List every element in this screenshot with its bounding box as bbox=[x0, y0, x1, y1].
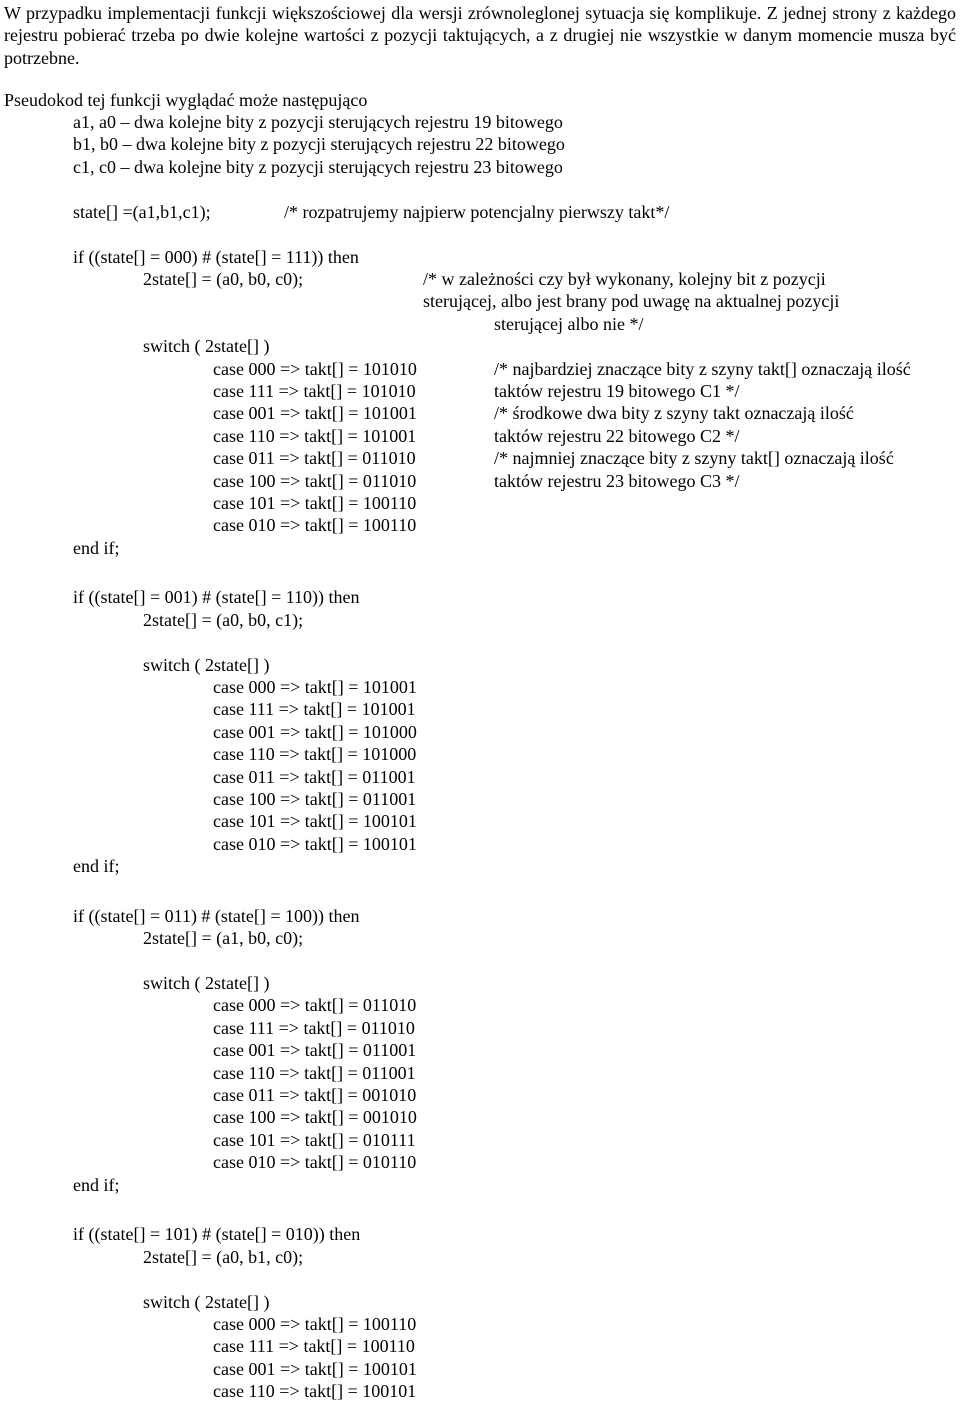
case-line: case 001 => takt[] = 101001 bbox=[213, 403, 417, 423]
case-line: case 111 => takt[] = 011010 bbox=[213, 1018, 415, 1038]
assignment-3: 2state[] = (a1, b0, c0); bbox=[143, 928, 304, 948]
switch-statement-3: switch ( 2state[] ) bbox=[143, 973, 270, 993]
switch-statement-2: switch ( 2state[] ) bbox=[143, 655, 270, 675]
pseudocode-heading: Pseudokod tej funkcji wyglądać może następująco bbox=[4, 90, 368, 110]
case-line: case 001 => takt[] = 011001 bbox=[213, 1040, 417, 1060]
case-line: case 100 => takt[] = 011010 bbox=[213, 471, 417, 491]
case-line: case 101 => takt[] = 100101 bbox=[213, 811, 417, 831]
case-line: case 000 => takt[] = 101010 bbox=[213, 359, 417, 379]
case-line: case 011 => takt[] = 011001 bbox=[213, 767, 416, 787]
case-comment: /* najmniej znaczące bity z szyny takt[] oznaczają ilość bbox=[494, 448, 894, 468]
case-line: case 111 => takt[] = 101010 bbox=[213, 381, 416, 401]
case-line: case 110 => takt[] = 101000 bbox=[213, 744, 417, 764]
state-comment: /* rozpatrujemy najpierw potencjalny pierwszy takt*/ bbox=[284, 202, 670, 222]
if-statement-2: if ((state[] = 001) # (state[] = 110)) then bbox=[73, 587, 360, 607]
assignment-1: 2state[] = (a0, b0, c0); bbox=[143, 269, 304, 289]
if-statement-1: if ((state[] = 000) # (state[] = 111)) then bbox=[73, 247, 359, 267]
definition-b: b1, b0 – dwa kolejne bity z pozycji sterujących rejestru 22 bitowego bbox=[73, 134, 565, 154]
case-comment: taktów rejestru 22 bitowego C2 */ bbox=[494, 426, 740, 446]
assign-comment-line-2: sterującej, albo jest brany pod uwagę na aktualnej pozycji bbox=[423, 291, 840, 311]
case-line: case 111 => takt[] = 101001 bbox=[213, 699, 416, 719]
case-line: case 101 => takt[] = 010111 bbox=[213, 1130, 416, 1150]
case-comment: taktów rejestru 23 bitowego C3 */ bbox=[494, 471, 740, 491]
case-line: case 110 => takt[] = 100101 bbox=[213, 1381, 417, 1401]
if-statement-3: if ((state[] = 011) # (state[] = 100)) then bbox=[73, 906, 360, 926]
case-line: case 000 => takt[] = 011010 bbox=[213, 995, 417, 1015]
assign-comment-line-1: /* w zależności czy był wykonany, kolejny bit z pozycji bbox=[423, 269, 826, 289]
case-line: case 011 => takt[] = 011010 bbox=[213, 448, 416, 468]
state-assignment: state[] =(a1,b1,c1); bbox=[73, 202, 211, 222]
case-line: case 101 => takt[] = 100110 bbox=[213, 493, 417, 513]
assignment-2: 2state[] = (a0, b0, c1); bbox=[143, 610, 304, 630]
assignment-4: 2state[] = (a0, b1, c0); bbox=[143, 1247, 304, 1267]
case-line: case 100 => takt[] = 011001 bbox=[213, 789, 417, 809]
end-if-2: end if; bbox=[73, 856, 120, 876]
case-line: case 010 => takt[] = 100101 bbox=[213, 834, 417, 854]
case-line: case 100 => takt[] = 001010 bbox=[213, 1107, 417, 1127]
case-line: case 011 => takt[] = 001010 bbox=[213, 1085, 417, 1105]
switch-statement-4: switch ( 2state[] ) bbox=[143, 1292, 270, 1312]
switch-statement-1: switch ( 2state[] ) bbox=[143, 336, 270, 356]
end-if-3: end if; bbox=[73, 1175, 120, 1195]
case-line: case 010 => takt[] = 010110 bbox=[213, 1152, 417, 1172]
definition-a: a1, a0 – dwa kolejne bity z pozycji sterujących rejestru 19 bitowego bbox=[73, 112, 563, 132]
assign-comment-line-3: sterującej albo nie */ bbox=[494, 314, 644, 334]
case-line: case 111 => takt[] = 100110 bbox=[213, 1336, 415, 1356]
case-comment: taktów rejestru 19 bitowego C1 */ bbox=[494, 381, 740, 401]
intro-paragraph: W przypadku implementacji funkcji większościowej dla wersji zrównoleglonej sytuacja się komplikuje. Z jednej strony z każdego rejestru pobierać trzeba po dwie kolejne wartości z pozycji taktujących, a z drugiej nie wszystkie w danym momencie musza być potrzebne. bbox=[4, 3, 956, 68]
definition-c: c1, c0 – dwa kolejne bity z pozycji sterujących rejestru 23 bitowego bbox=[73, 157, 563, 177]
case-line: case 000 => takt[] = 101001 bbox=[213, 677, 417, 697]
case-line: case 001 => takt[] = 101000 bbox=[213, 722, 417, 742]
case-line: case 110 => takt[] = 101001 bbox=[213, 426, 417, 446]
if-statement-4: if ((state[] = 101) # (state[] = 010)) then bbox=[73, 1224, 361, 1244]
case-comment: /* środkowe dwa bity z szyny takt oznaczają ilość bbox=[494, 403, 854, 423]
case-line: case 001 => takt[] = 100101 bbox=[213, 1359, 417, 1379]
case-comment: /* najbardziej znaczące bity z szyny takt[] oznaczają ilość bbox=[494, 359, 911, 379]
case-line: case 000 => takt[] = 100110 bbox=[213, 1314, 417, 1334]
case-line: case 110 => takt[] = 011001 bbox=[213, 1063, 416, 1083]
case-line: case 010 => takt[] = 100110 bbox=[213, 515, 417, 535]
end-if-1: end if; bbox=[73, 538, 120, 558]
